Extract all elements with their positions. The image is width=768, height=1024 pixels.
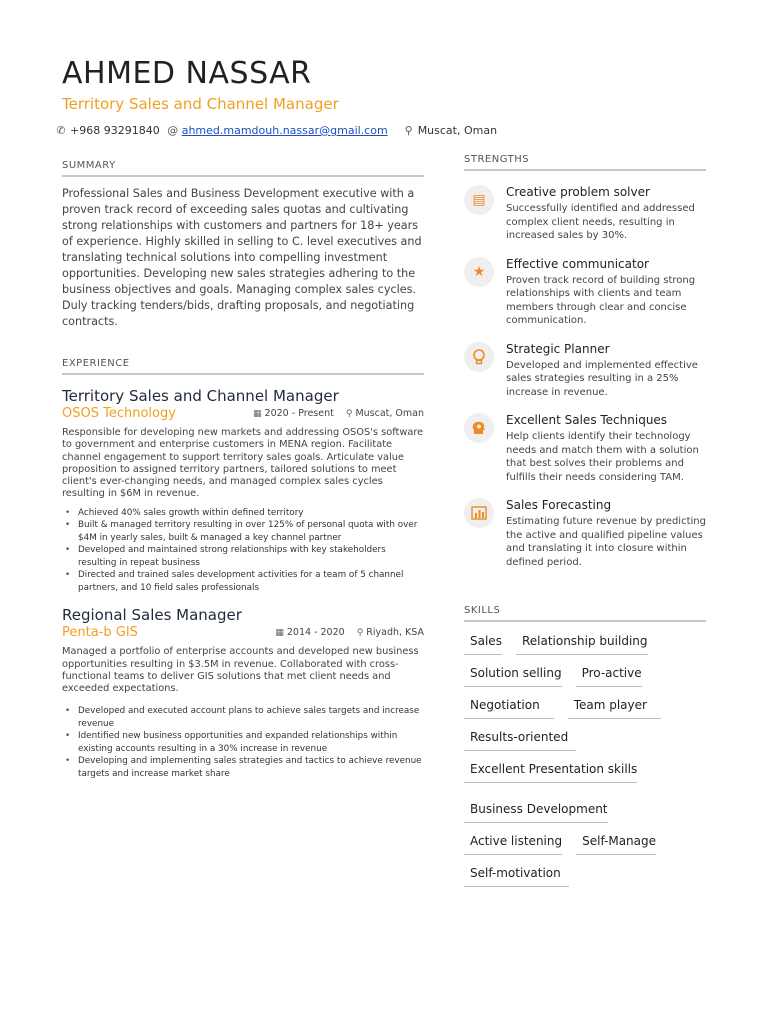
job-entry [62,606,424,780]
left-column [62,160,424,780]
strength-item [464,257,706,328]
strength-item [464,185,706,243]
email-link[interactable]: ahmed.mamdouh.nassar@gmail.com [181,124,388,137]
chart-icon: ▤ [464,185,494,215]
skill-tag: Sales [464,632,502,655]
job-location: Riyadh, KSA [366,627,424,639]
experience-heading: EXPERIENCE [62,358,424,375]
strength-text: Proven track record of building strong relationships with clients and team members through clear and concise communication. [506,274,696,326]
job-title: Regional Sales Manager [62,606,242,625]
skill-tag: Relationship building [516,632,648,655]
job-description: Managed a portfolio of enterprise accounts and developed new business opportunities resulting in $3.5M in revenue. Collaborated with cross-functional teams to deliver GIS solutions that met client needs and exceeded expectations. [62,646,419,695]
skill-tag: Pro-active [576,664,642,687]
at-icon: @ [167,124,179,137]
skill-tag: Self-motivation [464,864,569,887]
candidate-name: AHMED NASSAR [62,56,312,91]
job-bullets [62,507,424,595]
bullet-item: • Built & managed territory resulting in over 125% of personal quota with over $4M in yearly sales, built & managed a key channel partner [62,519,424,544]
calendar-icon: ▦ [253,408,262,419]
skill-tag: Negotiation [464,696,554,719]
phone-icon: ✆ [56,124,66,137]
calendar-icon: ▦ [275,627,284,638]
company-name: Penta-b GIS [62,625,138,641]
company-name: OSOS Technology [62,406,176,421]
job-dates: 2020 - Present [264,408,334,419]
job-title: Territory Sales and Channel Manager [62,387,339,405]
bar-chart-icon [464,498,494,528]
strength-title: Creative problem solver [506,185,650,199]
strength-item [464,342,706,400]
skill-tag: Excellent Presentation skills [464,760,637,783]
skill-tag: Active listening [464,832,562,855]
location-text: Muscat, Oman [417,124,498,137]
bullet-item: • Developed and executed account plans to achieve sales targets and increase revenue [62,705,424,730]
star-icon: ★ [464,257,494,287]
skill-tag: Results-oriented [464,728,576,751]
strength-title: Strategic Planner [506,341,610,356]
bullet-item: • Achieved 40% sales growth within defined territory [62,507,424,520]
right-column [464,154,706,896]
bullet-item: • Directed and trained sales development activities for a team of 5 channel partners, and 10 field sales professionals [62,569,424,594]
skill-tag: Team player [568,696,661,719]
skill-tag: Solution selling [464,664,562,687]
skill-tag: Self-Manage [576,832,656,855]
job-entry [62,387,424,594]
location-pin-icon: ⚲ [356,627,364,638]
job-location: Muscat, Oman [355,408,424,419]
skills-list [464,632,706,896]
bullet-item: • Identified new business opportunities and expanded relationships within existing accounts resulting in a 30% increase in revenue [62,730,424,755]
lightbulb-icon [464,342,494,372]
location-pin-icon: ⚲ [345,408,353,419]
candidate-role: Territory Sales and Channel Manager [62,95,339,113]
strength-title: Excellent Sales Techniques [506,413,668,427]
strength-title: Sales Forecasting [506,498,612,512]
summary-heading: SUMMARY [62,160,424,177]
summary-text: Professional Sales and Business Development executive with a proven track record of exceeding sales quotas and cultivating strong relationships with customers and partners for 18+ years of experience. Highly skilled in selling to C. level executives and translating technical solutions into compelling investment opportunities. Developing new sales strategies adhering to the business objectives and goals. Managing complex sales cycles. Duly tracking tenders/bids, drafting proposals, and negotiating contracts. [62,187,422,328]
strength-item [464,498,706,569]
job-bullets [62,705,424,780]
location-pin-icon: ⚲ [404,124,413,137]
bullet-item: • Developing and implementing sales strategies and tactics to achieve revenue targets and increase market share [62,755,424,780]
job-description: Responsible for developing new markets and addressing OSOS's software to government and enterprise customers in MENA region. Facilitate channel engagement to support territory sales goals. Articulate value proposition to assigned territory partners, tailored solutions to meet client's ever-changing needs, and managed complex sales cycles resulting in $6M in revenue. [62,427,424,500]
strength-title: Effective communicator [506,256,649,271]
strength-item [464,413,706,484]
skill-tag: Business Development [464,800,608,823]
bullet-item: • Developed and maintained strong relationships with key stakeholders resulting in repeat business [62,544,424,569]
strength-text: Developed and implemented effective sales strategies resulting in a 25% increase in revenue. [506,359,698,398]
contact-bar [54,124,497,137]
skills-heading: SKILLS [464,605,706,622]
job-dates: 2014 - 2020 [286,627,345,639]
strength-text: Successfully identified and addressed complex client needs, resulting in increased sales by 30%. [506,203,695,241]
strength-text: Help clients identify their technology needs and match them with a solution that best solves their problems and fulfills their needs considering TAM. [506,431,699,483]
strengths-heading: STRENGTHS [464,154,706,171]
head-gears-icon [464,413,494,443]
strength-text: Estimating future revenue by predicting the active and qualified pipeline values and translating it into closure within defined period. [506,516,706,568]
phone-number: +968 93291840 [70,124,160,137]
